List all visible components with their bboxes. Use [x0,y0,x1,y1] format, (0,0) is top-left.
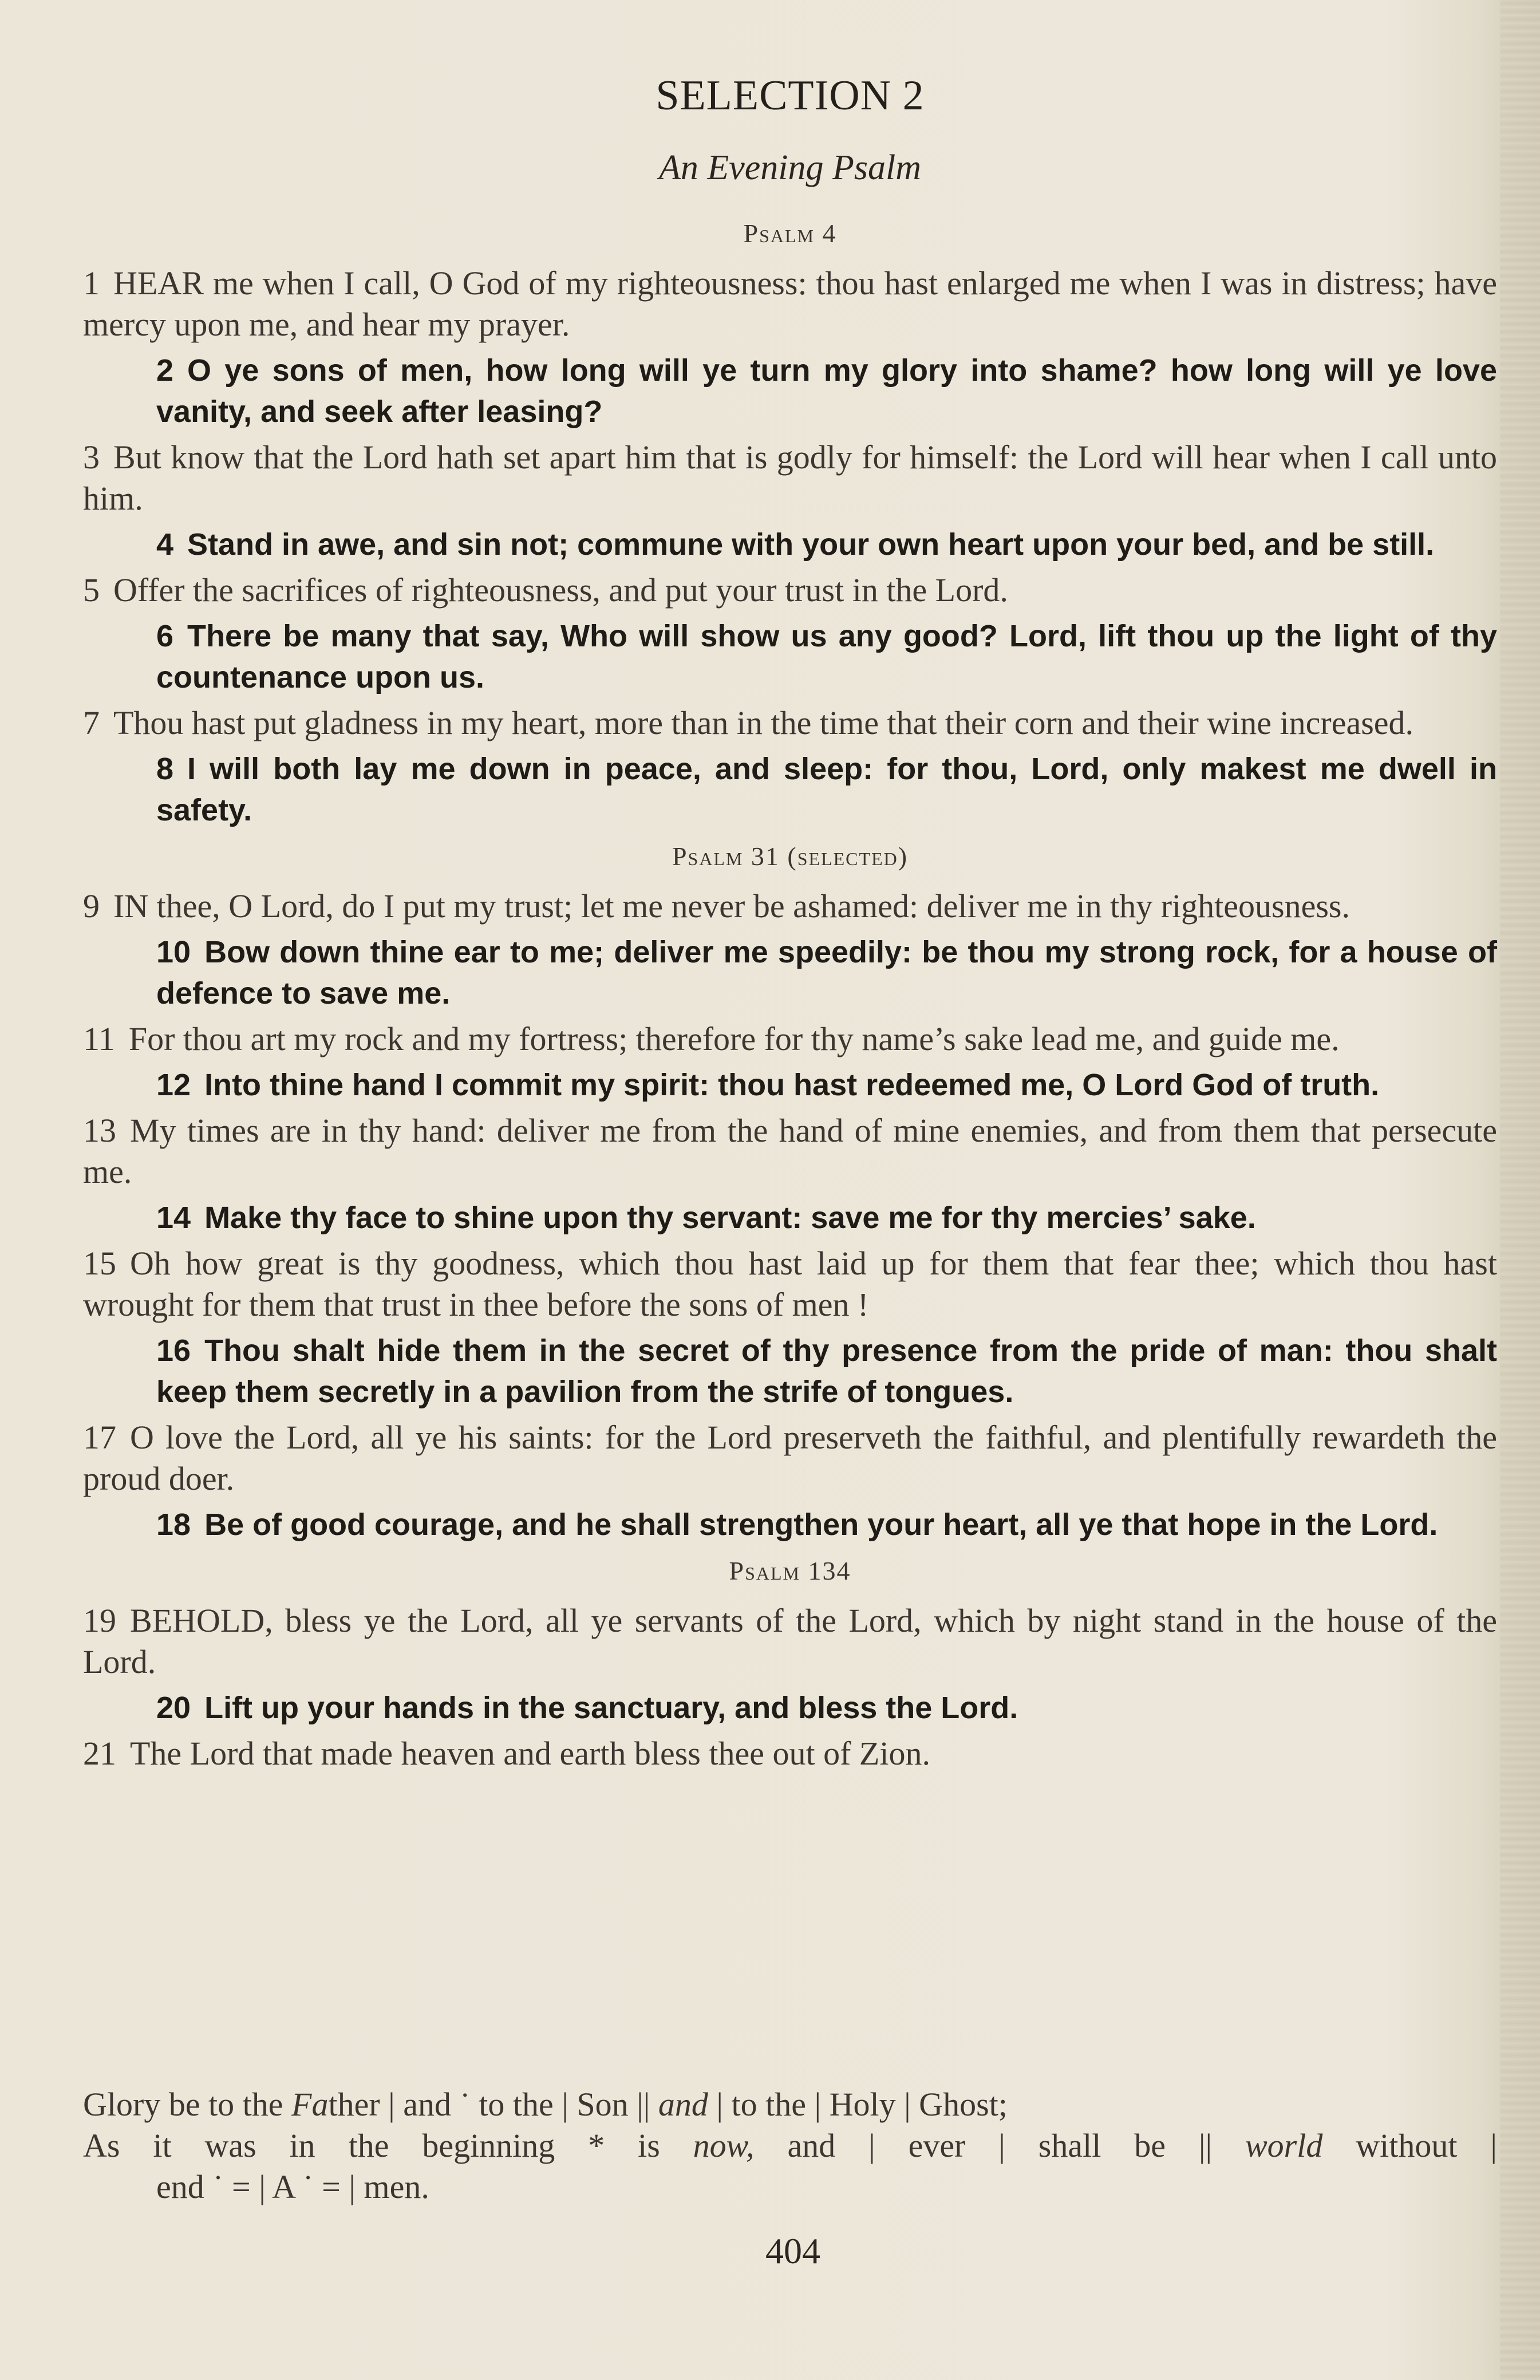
verse-text: Make thy face to shine upon thy servant: save me for thy mercies’ sake. [204,1201,1256,1235]
psalm-heading: Psalm 134 [729,1556,851,1585]
verse-text: Into thine hand I commit my spirit: thou hast redeemed me, O Lord God of truth. [204,1068,1380,1102]
verse-text: Lift up your hands in the sanctuary, and bless the Lord. [204,1691,1018,1725]
psalm-body [83,220,1497,1779]
verse-text: O ye sons of men, how long will ye turn my glory into shame? how long will ye love vanity, and seek after leasing? [156,353,1497,429]
verse-text: BEHOLD, bless ye the Lord, all ye servants of the Lord, which by night stand in the house of the Lord. [83,1602,1497,1680]
verse-number: 8 [156,752,174,786]
verse-text: Thou shalt hide them in the secret of thy presence from the pride of man: thou shalt keep them secretly in a pavilion from the strife of tongues. [156,1333,1497,1409]
leader-verse [83,1417,1497,1499]
verse-number: 21 [83,1735,116,1772]
verse-number: 17 [83,1419,116,1456]
gloria-line-1: Glory be to the Father | and ˙ to the | Son || and | to the | Holy | Ghost; [83,2086,1008,2123]
verse-number: 12 [156,1068,191,1102]
verse-text: O love the Lord, all ye his saints: for the Lord preserveth the faithful, and plentifully rewardeth the proud doer. [83,1419,1497,1497]
verse-number: 3 [83,439,100,476]
leader-verse [83,1733,1497,1774]
verse-text: The Lord that made heaven and earth bless thee out of Zion. [130,1735,930,1772]
response-verse [83,1064,1497,1106]
leader-verse [83,1110,1497,1193]
gloria-patri [83,2084,1497,2208]
response-verse [83,615,1497,698]
verse-number: 16 [156,1333,191,1368]
psalm-heading: Psalm 4 [743,219,837,248]
verse-number: 6 [156,619,174,653]
verse-text: There be many that say, Who will show us any good? Lord, lift thou up the light of thy countenance upon us. [156,619,1497,694]
verse-text: Offer the sacrifices of righteousness, and put your trust in the Lord. [113,571,1008,609]
response-verse [83,524,1497,565]
leader-verse [83,702,1497,744]
verse-number: 14 [156,1201,191,1235]
verse-text: My times are in thy hand: deliver me from the hand of mine enemies, and from them that persecute me. [83,1112,1497,1190]
response-verse [83,350,1497,432]
gloria-line-2: As it was in the beginning * is now, and | ever | shall be || world without | [83,2127,1498,2164]
verse-text: But know that the Lord hath set apart him that is godly for himself: the Lord will hear when I call unto him. [83,439,1497,517]
selection-title: SELECTION 2 [656,72,925,119]
verse-text: I will both lay me down in peace, and sleep: for thou, Lord, only makest me dwell in safety. [156,752,1497,827]
verse-number: 13 [83,1112,116,1149]
verse-number: 18 [156,1507,191,1542]
verse-text: IN thee, O Lord, do I put my trust; let me never be ashamed: deliver me in thy righteousness. [113,887,1350,925]
leader-verse [83,263,1497,345]
verse-number: 11 [83,1020,115,1057]
response-verse [83,748,1497,831]
verse-text: HEAR me when I call, O God of my righteousness: thou hast enlarged me when I was in distress; have mercy upon me, and hear my prayer. [83,265,1497,343]
verse-text: For thou art my rock and my fortress; therefore for thy name’s sake lead me, and guide me. [128,1020,1340,1057]
verse-number: 5 [83,571,100,609]
leader-verse [83,886,1497,927]
selection-subtitle: An Evening Psalm [658,148,921,187]
verse-text: Stand in awe, and sin not; commune with your own heart upon your bed, and be still. [187,527,1435,562]
leader-verse [83,437,1497,519]
gloria-line-3: end ˙ = | A ˙ = | men. [156,2168,429,2205]
verse-number: 7 [83,704,100,741]
leader-verse [83,1243,1497,1325]
verse-number: 9 [83,887,100,925]
verse-number: 19 [83,1602,116,1639]
verse-number: 10 [156,935,191,969]
verse-text: Bow down thine ear to me; deliver me speedily: be thou my strong rock, for a house of defence to save me. [156,935,1497,1011]
verse-text: Thou hast put gladness in my heart, more than in the time that their corn and their wine increased. [113,704,1414,741]
verse-number: 4 [156,527,174,562]
verse-text: Be of good courage, and he shall strengthen your heart, all ye that hope in the Lord. [204,1507,1438,1542]
response-verse [83,1330,1497,1412]
verse-number: 15 [83,1245,116,1282]
response-verse [83,1197,1497,1238]
leader-verse [83,1019,1497,1060]
verse-number: 1 [83,265,100,302]
leader-verse [83,1600,1497,1683]
leader-verse [83,570,1497,611]
response-verse [83,1504,1497,1545]
response-verse [83,932,1497,1014]
page-number: 404 [765,2231,820,2271]
page-edge [1500,0,1540,2380]
verse-number: 2 [156,353,174,388]
verse-text: Oh how great is thy goodness, which thou hast laid up for them that fear thee; which thou hast wrought for them that trust in thee before the sons of men ! [83,1245,1497,1323]
verse-number: 20 [156,1691,191,1725]
psalm-heading: Psalm 31 (selected) [672,842,909,871]
response-verse [83,1687,1497,1728]
